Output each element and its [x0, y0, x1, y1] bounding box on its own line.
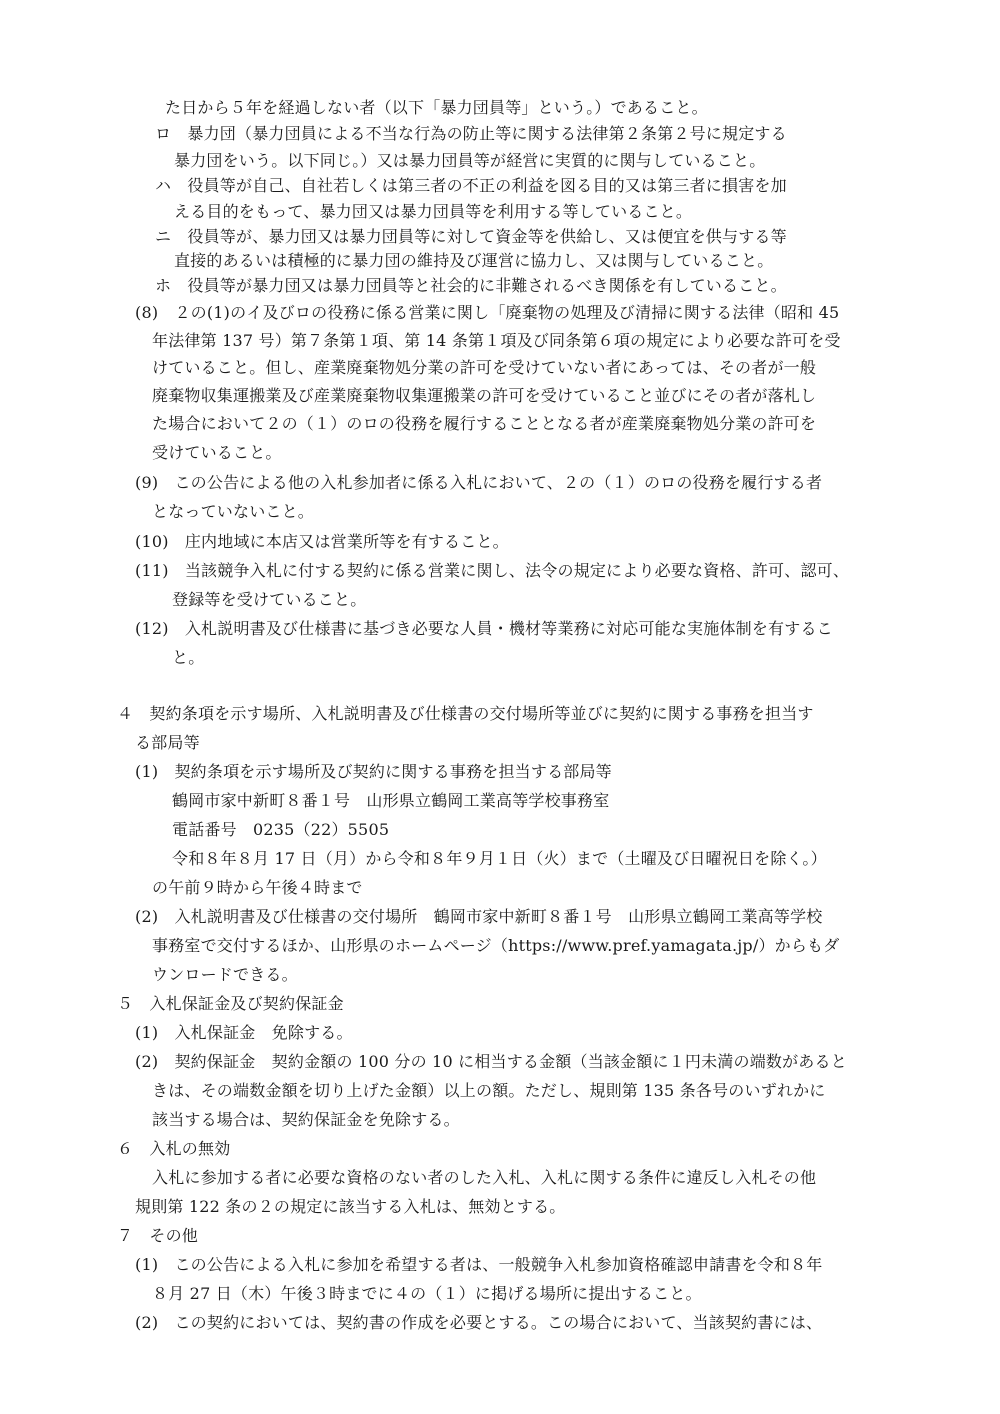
text-line: (1) この公告による入札に参加を希望する者は、一般競争入札参加資格確認申請書を令和８年: [135, 1255, 823, 1274]
text-line: (8) ２の(1)のイ及びロの役務に係る営業に関し「廃棄物の処理及び清掃に関する法律（昭和 45: [135, 303, 840, 322]
text-line: (11) 当該競争入札に付する契約に係る営業に関し、法令の規定により必要な資格、許可、認可、: [135, 561, 850, 580]
text-line: 規則第 122 条の２の規定に該当する入札は、無効とする。: [135, 1197, 566, 1216]
text-line: (2) 入札説明書及び仕様書の交付場所 鶴岡市家中新町８番１号 山形県立鶴岡工業高等学校: [135, 907, 823, 926]
text-line: (10) 庄内地域に本店又は営業所等を有すること。: [135, 532, 509, 551]
text-line: 入札に参加する者に必要な資格のない者のした入札、入札に関する条件に違反し入札その他: [152, 1168, 817, 1187]
text-line: (1) 入札保証金 免除する。: [135, 1023, 353, 1042]
text-line: た場合において２の（１）のロの役務を履行することとなる者が産業廃棄物処分業の許可を: [152, 414, 817, 433]
text-line: (1) 契約条項を示す場所及び契約に関する事務を担当する部局等: [135, 762, 612, 781]
text-line: ニ 役員等が、暴力団又は暴力団員等に対して資金等を供給し、又は便宜を供与する等: [155, 227, 787, 246]
section-heading: ７ その他: [117, 1226, 199, 1245]
text-line: 直接的あるいは積極的に暴力団の維持及び運営に協力し、又は関与していること。: [174, 251, 774, 270]
text-line: える目的をもって、暴力団又は暴力団員等を利用する等していること。: [174, 202, 693, 221]
text-line: 令和８年８月 17 日（月）から令和８年９月１日（火）まで（土曜及び日曜祝日を除く。）: [172, 849, 827, 868]
section-heading: ５ 入札保証金及び契約保証金: [117, 994, 344, 1013]
section-heading: ４ 契約条項を示す場所、入札説明書及び仕様書の交付場所等並びに契約に関する事務を担当す: [117, 704, 814, 723]
text-line: (9) この公告による他の入札参加者に係る入札において、２の（１）のロの役務を履行する者: [135, 473, 823, 492]
text-line: 受けていること。: [152, 443, 282, 462]
text-line: 登録等を受けていること。: [172, 590, 367, 609]
text-line: となっていないこと。: [152, 502, 315, 521]
text-line: 該当する場合は、契約保証金を免除する。: [152, 1110, 460, 1129]
text-line: (2) この契約においては、契約書の作成を必要とする。この場合において、当該契約書には、: [135, 1313, 823, 1332]
text-line: きは、その端数金額を切り上げた金額）以上の額。ただし、規則第 135 条各号のいずれかに: [152, 1081, 826, 1100]
text-line: ハ 役員等が自己、自社若しくは第三者の不正の利益を図る目的又は第三者に損害を加: [155, 176, 787, 195]
text-line: 廃棄物収集運搬業及び産業廃棄物収集運搬業の許可を受けていること並びにその者が落札し: [152, 386, 817, 405]
text-line: の午前９時から午後４時まで: [152, 878, 363, 897]
text-line: けていること。但し、産業廃棄物処分業の許可を受けていない者にあっては、その者が一般: [152, 358, 817, 377]
text-line: ウンロードできる。: [152, 965, 298, 984]
text-line: ロ 暴力団（暴力団員による不当な行為の防止等に関する法律第２条第２号に規定する: [155, 124, 787, 143]
text-line: る部局等: [135, 733, 200, 752]
section-heading: ６ 入札の無効: [117, 1139, 231, 1158]
text-line: (2) 契約保証金 契約金額の 100 分の 10 に相当する金額（当該金額に１円未満の端数があると: [135, 1052, 847, 1071]
text-line: 鶴岡市家中新町８番１号 山形県立鶴岡工業高等学校事務室: [172, 791, 610, 810]
text-line: (12) 入札説明書及び仕様書に基づき必要な人員・機材等業務に対応可能な実施体制を有するこ: [135, 619, 833, 638]
text-line: 事務室で交付するほか、山形県のホームページ（https://www.pref.yamagata.jp/）からもダ: [152, 936, 840, 955]
text-line: ８月 27 日（木）午後３時までに４の（１）に掲げる場所に提出すること。: [152, 1284, 702, 1303]
text-line: 年法律第 137 号）第７条第１項、第 14 条第１項及び同条第６項の規定により必要な許可を受: [152, 331, 841, 350]
text-line: 電話番号 0235（22）5505: [172, 820, 390, 839]
text-line: た日から５年を経過しない者（以下「暴力団員等」という。）であること。: [165, 98, 708, 117]
text-line: と。: [172, 648, 205, 667]
text-line: 暴力団をいう。以下同じ。）又は暴力団員等が経営に実質的に関与していること。: [174, 151, 766, 170]
text-line: ホ 役員等が暴力団又は暴力団員等と社会的に非難されるべき関係を有していること。: [155, 276, 787, 295]
